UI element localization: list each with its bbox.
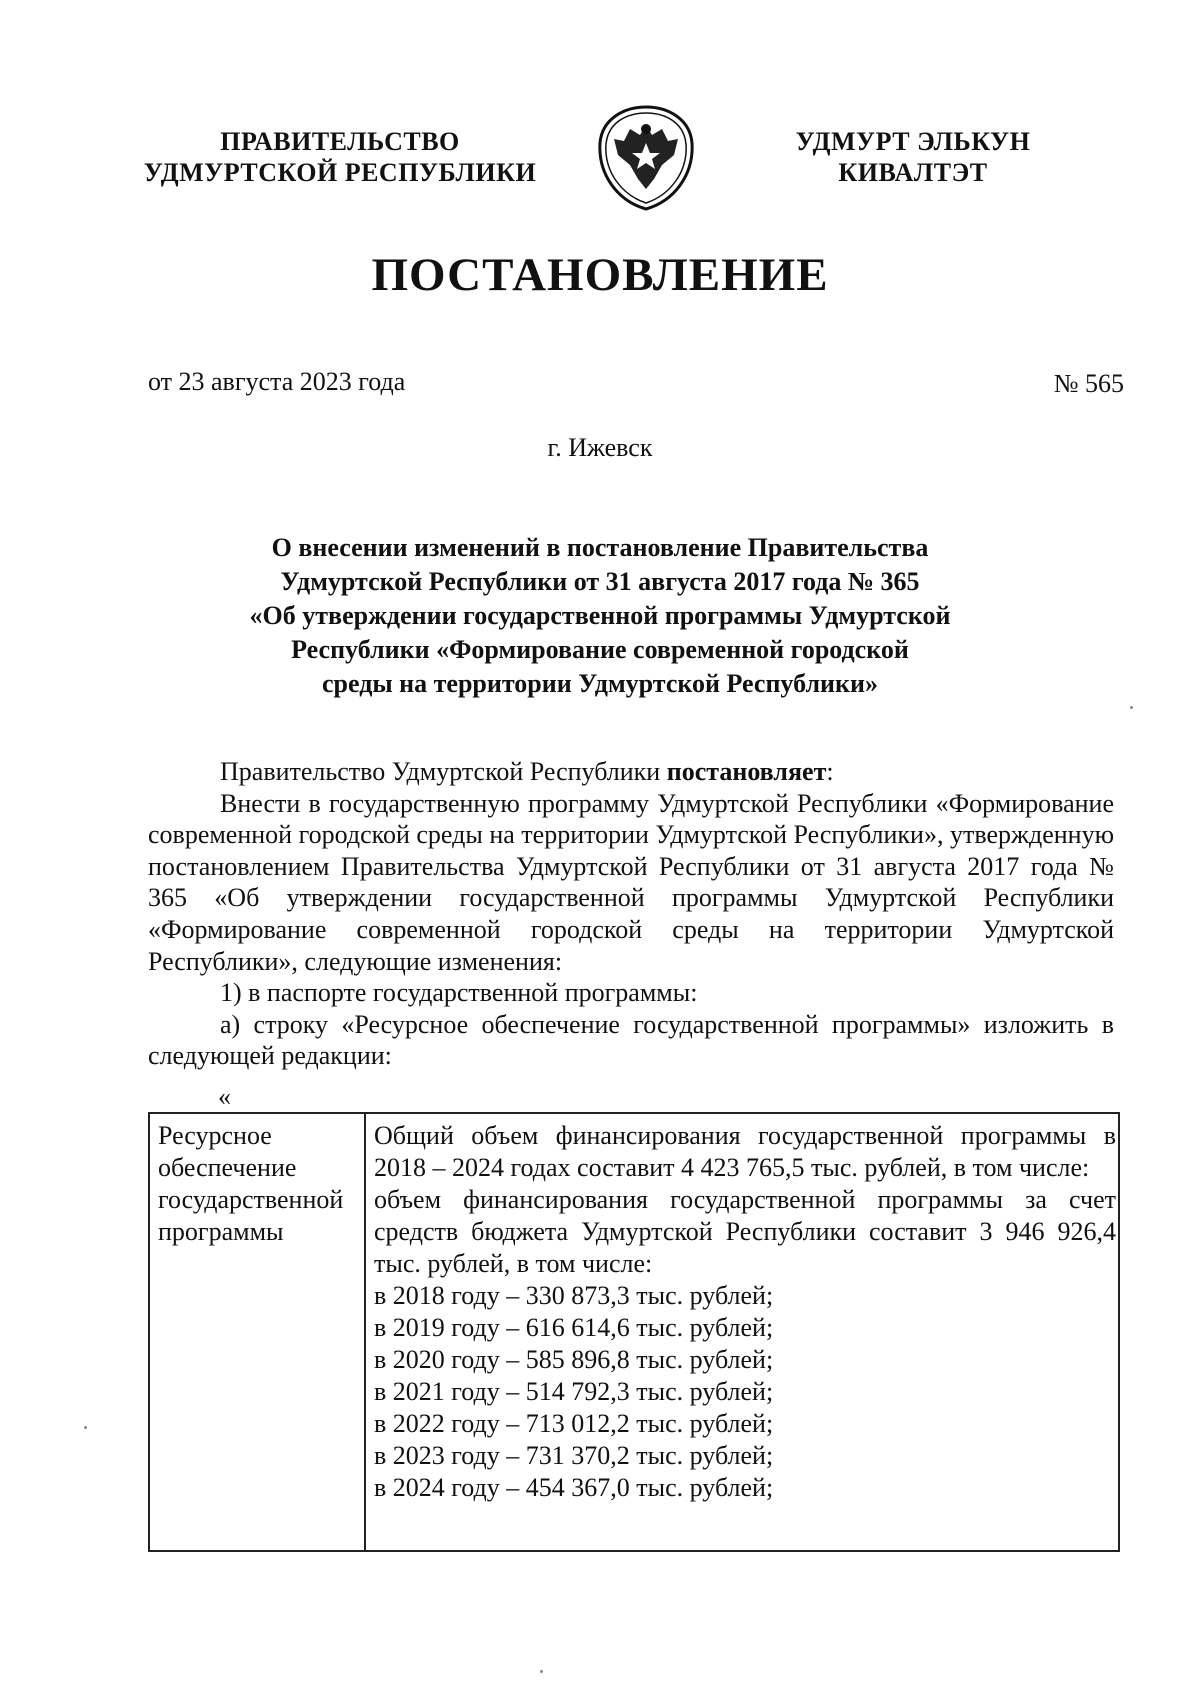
scan-speck xyxy=(84,1426,87,1429)
year-item: в 2020 году – 585 896,8 тыс. рублей; xyxy=(374,1345,774,1374)
total-financing-text: Общий объем финансирования государственной программы в 2018 – 2024 годах составит 4 423 765,5 тыс. рублей, в том числе: xyxy=(374,1121,1116,1182)
subject-line: Удмуртской Республики от 31 августа 2017 года № 365 xyxy=(280,567,920,596)
subject-line: Республики «Формирование современной городской xyxy=(291,635,909,664)
government-name-udmurt-line2: КИВАЛТЭТ xyxy=(838,158,988,187)
scan-speck xyxy=(540,1670,543,1673)
document-subject xyxy=(200,531,1000,701)
year-item: в 2022 году – 713 012,2 тыс. рублей; xyxy=(374,1409,774,1438)
subject-line: «Об утверждении государственной программы Удмуртской xyxy=(249,601,951,630)
government-name-udmurt-line1: УДМУРТ ЭЛЬКУН xyxy=(795,127,1031,156)
table-column-divider xyxy=(364,1114,366,1550)
resolution-verb: постановляет xyxy=(666,757,827,786)
table-cell-label xyxy=(158,1120,358,1248)
resolution-paragraph xyxy=(148,756,1114,788)
amendment-paragraph: Внести в государственную программу Удмуртской Республики «Формирование современной городской среды на территории Удмуртской Республики», утвержденную постановлением Правительства Удмуртской Республики от 31 августа 2017 года № 365 «Об утверждении государственной программы Удмуртской Республики «Формирование современной городской среды на территории Удмуртской Республики», следующие изменения: xyxy=(148,788,1114,976)
government-name-udmurt xyxy=(748,126,1078,188)
year-item: в 2018 году – 330 873,3 тыс. рублей; xyxy=(374,1281,774,1310)
government-name-line1: ПРАВИТЕЛЬСТВО xyxy=(220,127,460,156)
item-1-paragraph: 1) в паспорте государственной программы: xyxy=(220,978,698,1008)
label-line: программы xyxy=(158,1217,284,1246)
udmurt-coat-of-arms-icon xyxy=(594,103,698,213)
document-city: г. Ижевск xyxy=(547,433,653,462)
label-line: обеспечение xyxy=(158,1153,297,1182)
document-number: № 565 xyxy=(1053,369,1124,398)
year-item: в 2024 году – 454 367,0 тыс. рублей; xyxy=(374,1473,774,1502)
item-a-paragraph: а) строку «Ресурсное обеспечение государственной программы» изложить в следующей редакции: xyxy=(148,1009,1114,1071)
subject-line: О внесении изменений в постановление Правительства xyxy=(271,533,929,562)
government-name-line2: УДМУРТСКОЙ РЕСПУБЛИКИ xyxy=(143,158,537,187)
resource-table xyxy=(148,1112,1120,1552)
year-item: в 2023 году – 731 370,2 тыс. рублей; xyxy=(374,1441,774,1470)
government-name-russian xyxy=(110,126,570,188)
scan-speck xyxy=(1130,706,1133,709)
opening-quote: « xyxy=(218,1082,231,1111)
document-title: ПОСТАНОВЛЕНИЕ xyxy=(371,249,829,301)
label-line: государственной xyxy=(158,1185,344,1214)
year-item: в 2019 году – 616 614,6 тыс. рублей; xyxy=(374,1313,774,1342)
subject-line: среды на территории Удмуртской Республики» xyxy=(322,669,878,698)
budget-financing-text: объем финансирования государственной программы за счет средств бюджета Удмуртской Республики составит 3 946 926,4 тыс. рублей, в том числе: xyxy=(374,1185,1116,1278)
document-body xyxy=(148,756,1114,1072)
resolution-colon: : xyxy=(826,757,834,786)
year-item: в 2021 году – 514 792,3 тыс. рублей; xyxy=(374,1377,774,1406)
table-cell-content xyxy=(374,1120,1116,1504)
label-line: Ресурсное xyxy=(158,1121,272,1150)
resolution-text: Правительство Удмуртской Республики xyxy=(220,757,667,786)
document-date: от 23 августа 2023 года xyxy=(148,367,406,396)
